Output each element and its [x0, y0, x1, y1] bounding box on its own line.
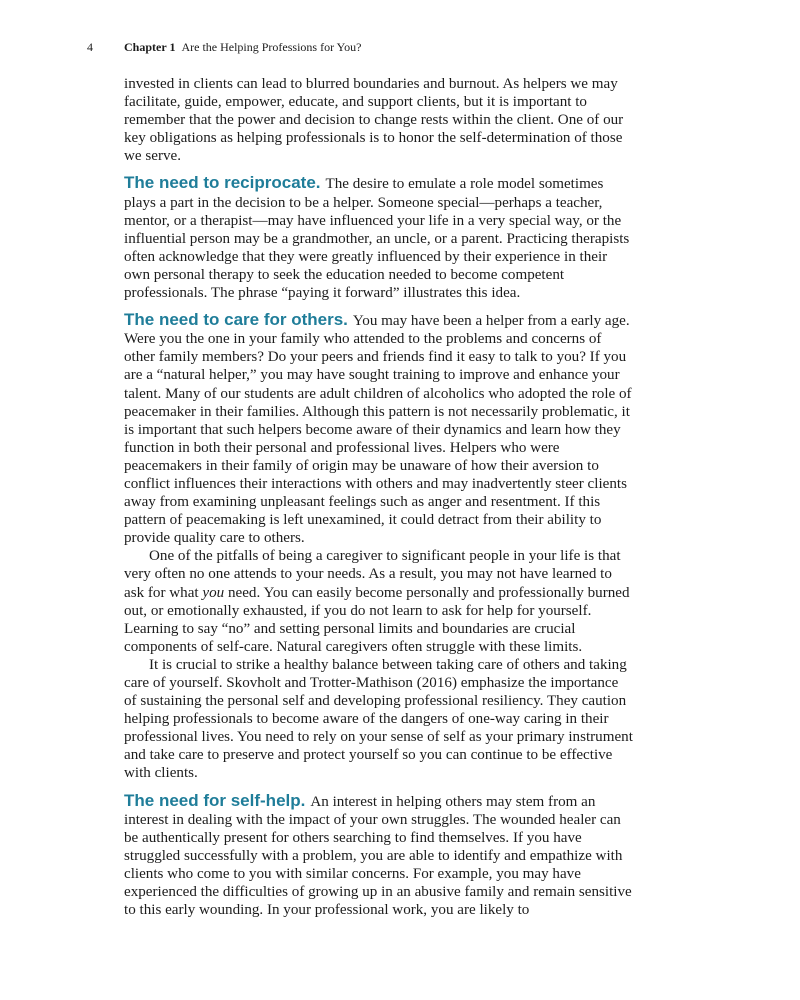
- selfhelp-text: An interest in helping others may stem from an interest in dealing with the impact of your own struggles. The wounded healer can be authentically present for others searching to find themselves. If you have struggled successfully with a problem, you are able to identify and empathize with clients who come to you with similar concerns. For example, you may have experienced the difficulties of growing up in an abusive family and remain sensitive to this early wounding. In your professional work, you are likely to: [124, 793, 632, 919]
- heading-care: The need to care for others.: [124, 310, 348, 330]
- section-care: [124, 311, 634, 547]
- heading-reciprocate: The need to reciprocate.: [124, 173, 321, 193]
- pitfalls-emphasis: you: [202, 584, 225, 601]
- reciprocate-text: The desire to emulate a role model sometimes plays a part in the decision to be a helper. Someone special—perhaps a teacher, mentor, or a therapist—may have influenced your life in a very special way, or the influential person may be a grandmother, an uncle, or a parent. Practicing therapists often acknowledge that they were greatly influenced by their experience in their own personal therapy to seek the education needed to become competent professionals. The phrase “paying it forward” illustrates this idea.: [124, 176, 630, 302]
- paragraph-balance: It is crucial to strike a healthy balance between taking care of others and taking care of yourself. Skovholt and Trotter-Mathison (2016) emphasize the importance of sustaining the personal self and developing professional resiliency. They caution helping professionals to become aware of the dangers of one-way caring in their professional lives. You need to rely on your sense of self as your primary instrument and take care to preserve and protect yourself so you can continue to be effective with clients.: [124, 656, 633, 782]
- pitfalls-text-b: need. You can easily become personally and professionally burned out, or emotionally exhausted, if you do not learn to ask for help for yourself. Learning to say “no” and setting personal limits and boundaries are crucial components of self-care. Natural caregivers often struggle with these limits.: [124, 584, 630, 655]
- paragraph-continued: invested in clients can lead to blurred boundaries and burnout. As helpers we may facilitate, guide, empower, educate, and support clients, but it is important to remember that the power and decision to change rests within the client. One of our key obligations as helping professionals is to honor the self-determination of those we serve.: [124, 76, 624, 165]
- pitfalls-text-a: One of the pitfalls of being a caregiver to significant people in your life is that very often no one attends to your needs. As a result, you may not have learned to ask for what: [124, 548, 621, 601]
- page-body: [124, 75, 634, 919]
- section-selfhelp: [124, 792, 634, 920]
- running-head: [87, 40, 361, 55]
- chapter-title: Are the Helping Professions for You?: [181, 40, 362, 54]
- section-reciprocate: [124, 174, 634, 302]
- page-number: 4: [87, 40, 93, 54]
- paragraph-pitfalls: [124, 547, 634, 656]
- chapter-label: Chapter 1: [124, 40, 176, 54]
- heading-selfhelp: The need for self-help.: [124, 790, 306, 810]
- care-text: You may have been a helper from a early age. Were you the one in your family who attended to the problems and concerns of other family members? Do your peers and friends find it easy to talk to you? If you are a “natural helper,” you may have sought training to improve and enhance your talent. Many of our students are adult children of alcoholics who adopted the role of peacemaker in their families. Although this pattern is not necessarily problematic, it is important that such helpers become aware of their dynamics and learn how they function in both their personal and professional lives. Helpers who were peacemakers in their family of origin may be unaware of how their aversion to conflict influences their interactions with others and may inadvertently steer clients away from examining unpleasant feelings such as anger and resentment. If this pattern of peacemaking is left unexamined, it could detract from their ability to provide quality care to others.: [124, 313, 632, 547]
